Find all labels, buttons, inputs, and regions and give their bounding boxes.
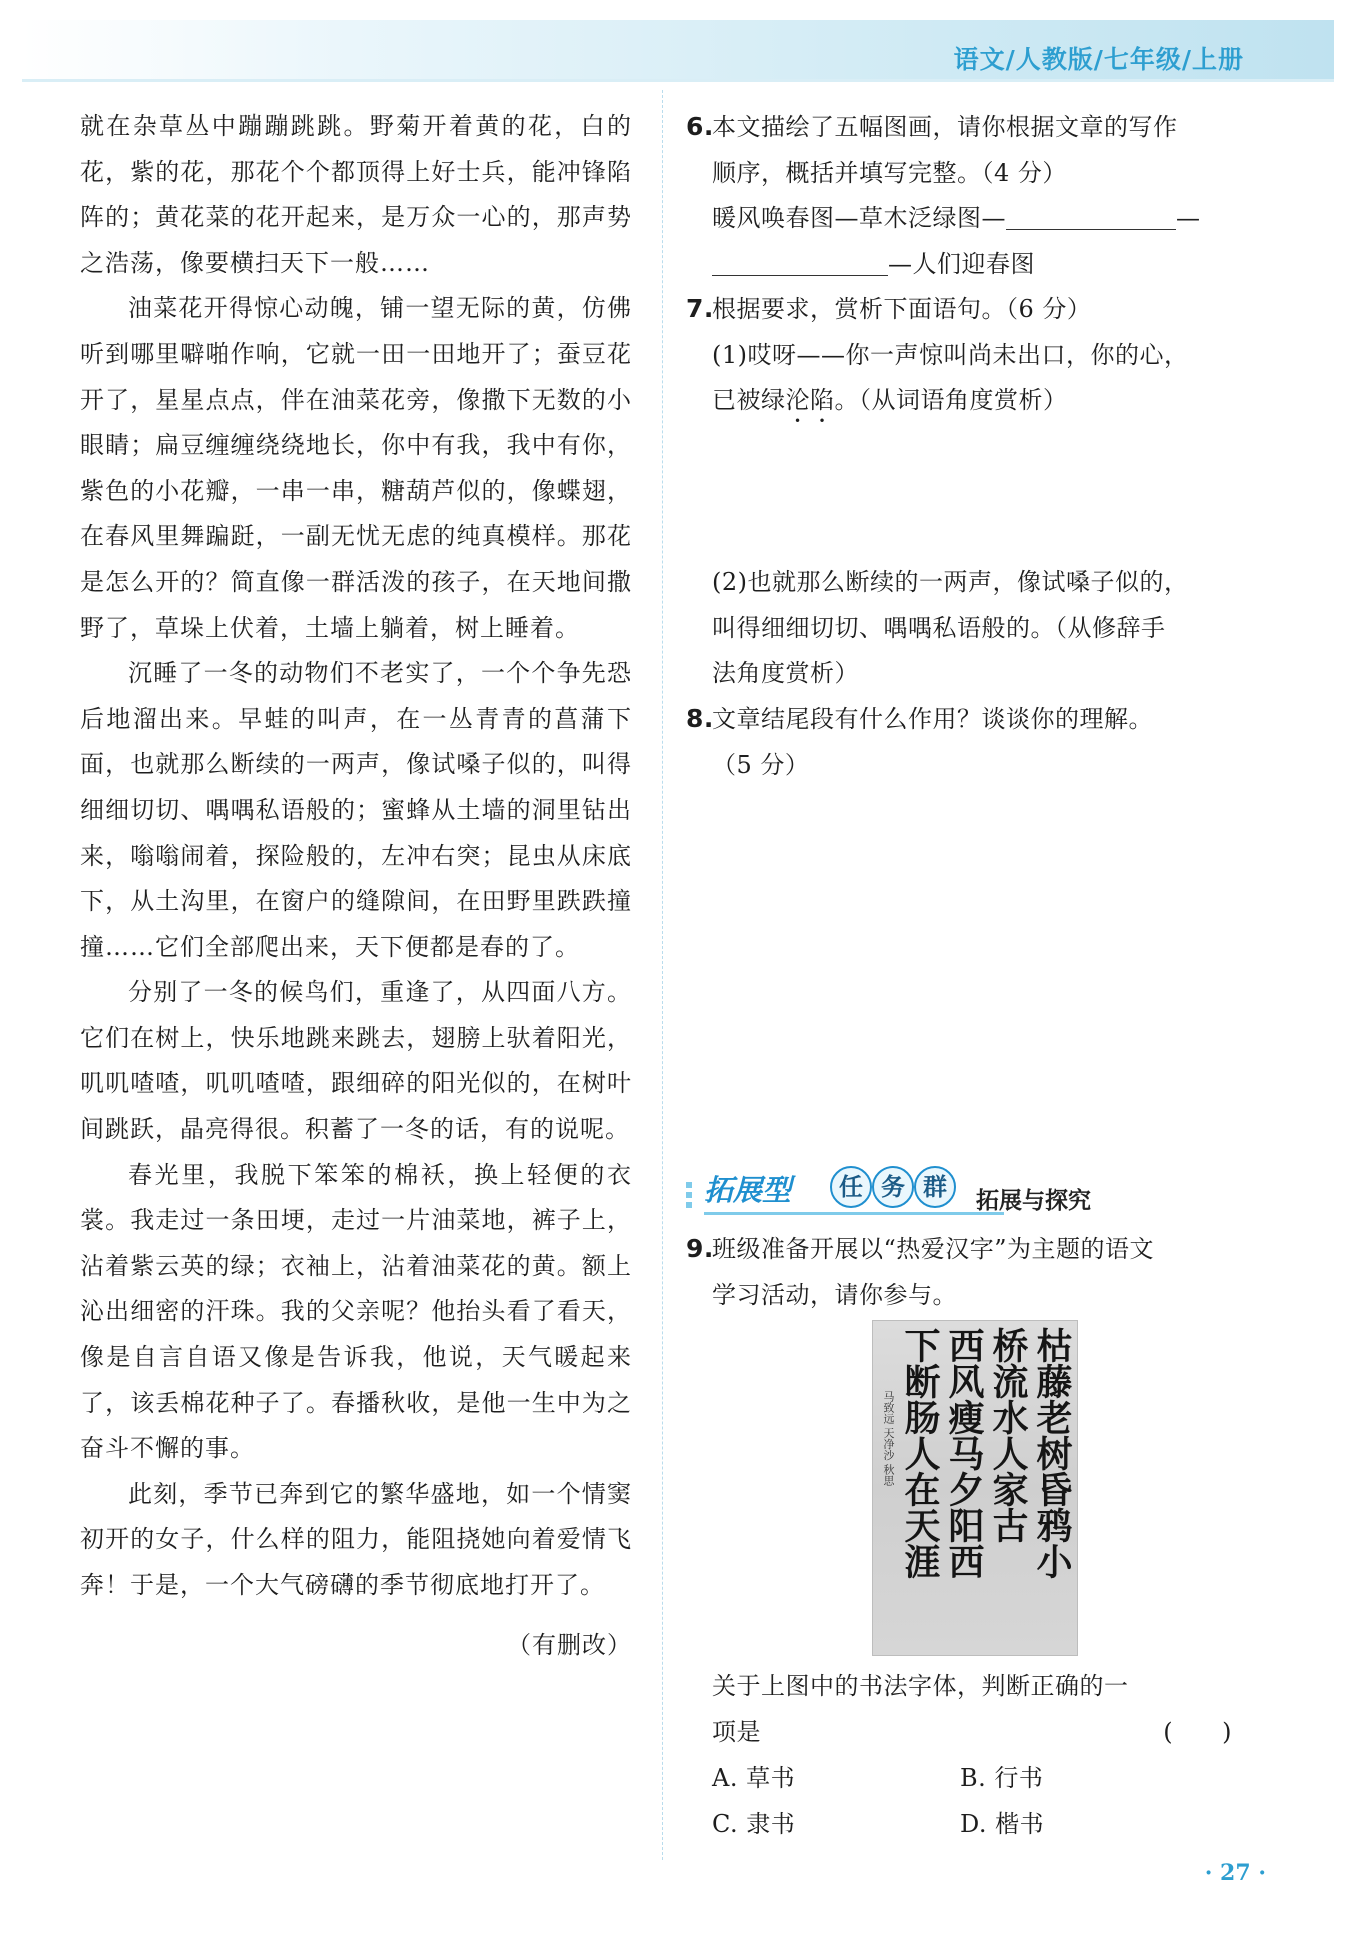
calligraphy-column: 枯藤老树昏鸦小 xyxy=(1031,1327,1073,1579)
section-subtitle: 拓展与探究 xyxy=(976,1188,1091,1214)
question-text: 项是 xyxy=(712,1717,761,1746)
sub-question-text: 。（从词语角度赏析） xyxy=(834,386,1068,415)
banner-underline xyxy=(704,1212,1004,1215)
question-text: 班级准备开展以“热爱汉字”为主题的语文 xyxy=(712,1235,1155,1263)
option-b[interactable]: B. 行书 xyxy=(960,1764,1044,1792)
passage-paragraph: 油菜花开得惊心动魄，铺一望无际的黄，仿佛听到哪里噼啪作响，它就一田一田地开了；蚕豆花开了，星星点点，伴在油菜花旁，像撒下无数的小眼睛；扁豆缠缠绕绕地长，你中有我，我中有你，紫色的小花瓣，一串一串，糖葫芦似的，像蝶翅，在春风里舞蹁跹，一副无忧无虑的纯真模样。那花是怎么开的？简直像一群活泼的孩子，在天地间撒野了，草垛上伏着，土墙上躺着，树上睡着。 xyxy=(80,294,632,642)
question-7 xyxy=(686,286,1246,428)
section-circle-char: 务 xyxy=(872,1166,914,1208)
book-series-title: 语文/人教版/七年级/上册 xyxy=(953,45,1244,74)
answer-parentheses[interactable]: ( ) xyxy=(1163,1717,1232,1746)
sequence-end: —人们迎春图 xyxy=(888,249,1035,278)
passage-paragraph: 春光里，我脱下笨笨的棉袄，换上轻便的衣裳。我走过一条田埂，走过一片油菜地，裤子上，沾着紫云英的绿；衣袖上，沾着油菜花的黄。额上沁出细密的汗珠。我的父亲呢？他抬头看了看天，像是自言自语又像是告诉我，他说，天气暖起来了，该丢棉花种子了。春播秋收，是他一生中为之奋斗不懈的事。 xyxy=(80,1160,632,1463)
question-number: 9. xyxy=(686,1234,714,1263)
sub-question-2-cont: 叫得细细切切、喁喁私语般的。（从修辞手 xyxy=(712,613,1166,642)
calligraphy-signature: 马致远 天净沙 秋思 xyxy=(882,1391,895,1486)
sequence-start: 暖风唤春图—草木泛绿图— xyxy=(712,204,1006,233)
question-8 xyxy=(686,696,1246,788)
sub-question-2-cont: 法角度赏析） xyxy=(712,659,859,688)
calligraphy-column: 桥流水人家古 xyxy=(987,1327,1029,1543)
column-divider xyxy=(662,90,664,1860)
option-a[interactable]: A. 草书 xyxy=(712,1764,796,1792)
sequence-line xyxy=(686,196,1246,242)
passage-paragraph: 沉睡了一冬的动物们不老实了，一个个争先恐后地溜出来。早蛙的叫声，在一丛青青的菖蒲下面，也就那么断续的一两声，像试嗓子似的，叫得细细切切、喁喁私语般的；蜜蜂从土墙的洞里钻出来，嗡嗡闹着，探险般的，左冲右突；昆虫从床底下，从土沟里，在窗户的缝隙间，在田野里跌跌撞撞……它们全部爬出来，天下便都是春的了。 xyxy=(80,659,632,961)
calligraphy-image xyxy=(872,1320,1078,1656)
page-header-band xyxy=(22,20,1334,82)
question-text: 根据要求，赏析下面语句。（6 分） xyxy=(712,295,1092,323)
banner-dots-decoration xyxy=(686,1182,700,1212)
option-c[interactable]: C. 隶书 xyxy=(712,1810,796,1838)
page-number: · 27 · xyxy=(1204,1860,1266,1886)
passage-paragraph: 就在杂草丛中蹦蹦跳跳。野菊开着黄的花，白的花，紫的花，那花个个都顶得上好士兵，能冲锋陷阵的；黄花菜的花开起来，是万众一心的，那声势之浩荡，像要横扫天下一般…… xyxy=(80,112,632,277)
section-title: 拓展型 xyxy=(704,1173,792,1207)
answer-blank[interactable] xyxy=(712,245,888,276)
question-number: 8. xyxy=(686,704,714,733)
emphasized-word: 沦陷 xyxy=(785,386,835,415)
question-text: （5 分） xyxy=(712,750,810,779)
question-text: 关于上图中的书法字体，判断正确的一 xyxy=(712,1672,1129,1700)
question-text: 文章结尾段有什么作用？谈谈你的理解。 xyxy=(712,705,1153,733)
question-text: 本文描绘了五幅图画，请你根据文章的写作 xyxy=(712,113,1178,141)
reading-passage xyxy=(80,104,632,1668)
question-text: 顺序，概括并填写完整。（4 分） xyxy=(712,158,1067,187)
sub-question-2: (2)也就那么断续的一两声，像试嗓子似的， xyxy=(712,568,1189,596)
calligraphy-column: 下断肠人在天涯 xyxy=(899,1327,941,1579)
question-text: 学习活动，请你参与。 xyxy=(712,1280,957,1309)
sub-question-text: 已被绿 xyxy=(712,386,786,415)
calligraphy-column: 西风瘦马夕阳西 xyxy=(943,1327,985,1579)
question-7-part-2 xyxy=(686,560,1246,697)
answer-blank[interactable] xyxy=(1006,199,1176,230)
sequence-dash: — xyxy=(1176,204,1201,233)
option-d[interactable]: D. 楷书 xyxy=(960,1810,1045,1838)
question-text-line xyxy=(686,1710,1246,1756)
section-circle-char: 群 xyxy=(914,1166,956,1208)
source-note: （有删改） xyxy=(507,1630,632,1659)
question-6 xyxy=(686,104,1246,287)
sequence-line xyxy=(686,242,1246,288)
passage-paragraph: 分别了一冬的候鸟们，重逢了，从四面八方。它们在树上，快乐地跳来跳去，翅膀上驮着阳光，叽叽喳喳，叽叽喳喳，跟细碎的阳光似的，在树叶间跳跃，晶亮得很。积蓄了一冬的话，有的说呢。 xyxy=(80,978,632,1144)
sub-question-1: (1)哎呀——你一声惊叫尚未出口，你的心， xyxy=(712,340,1189,369)
question-number: 7. xyxy=(686,294,714,323)
question-number: 6. xyxy=(686,112,714,141)
passage-paragraph: 此刻，季节已奔到它的繁华盛地，如一个情窦初开的女子，什么样的阻力，能阻挠她向着爱情飞奔！于是，一个大气磅礴的季节彻底地打开了。 xyxy=(80,1479,632,1599)
section-banner xyxy=(686,1166,1246,1222)
sub-question-1-cont xyxy=(686,378,1246,428)
section-circle-char: 任 xyxy=(830,1166,872,1208)
